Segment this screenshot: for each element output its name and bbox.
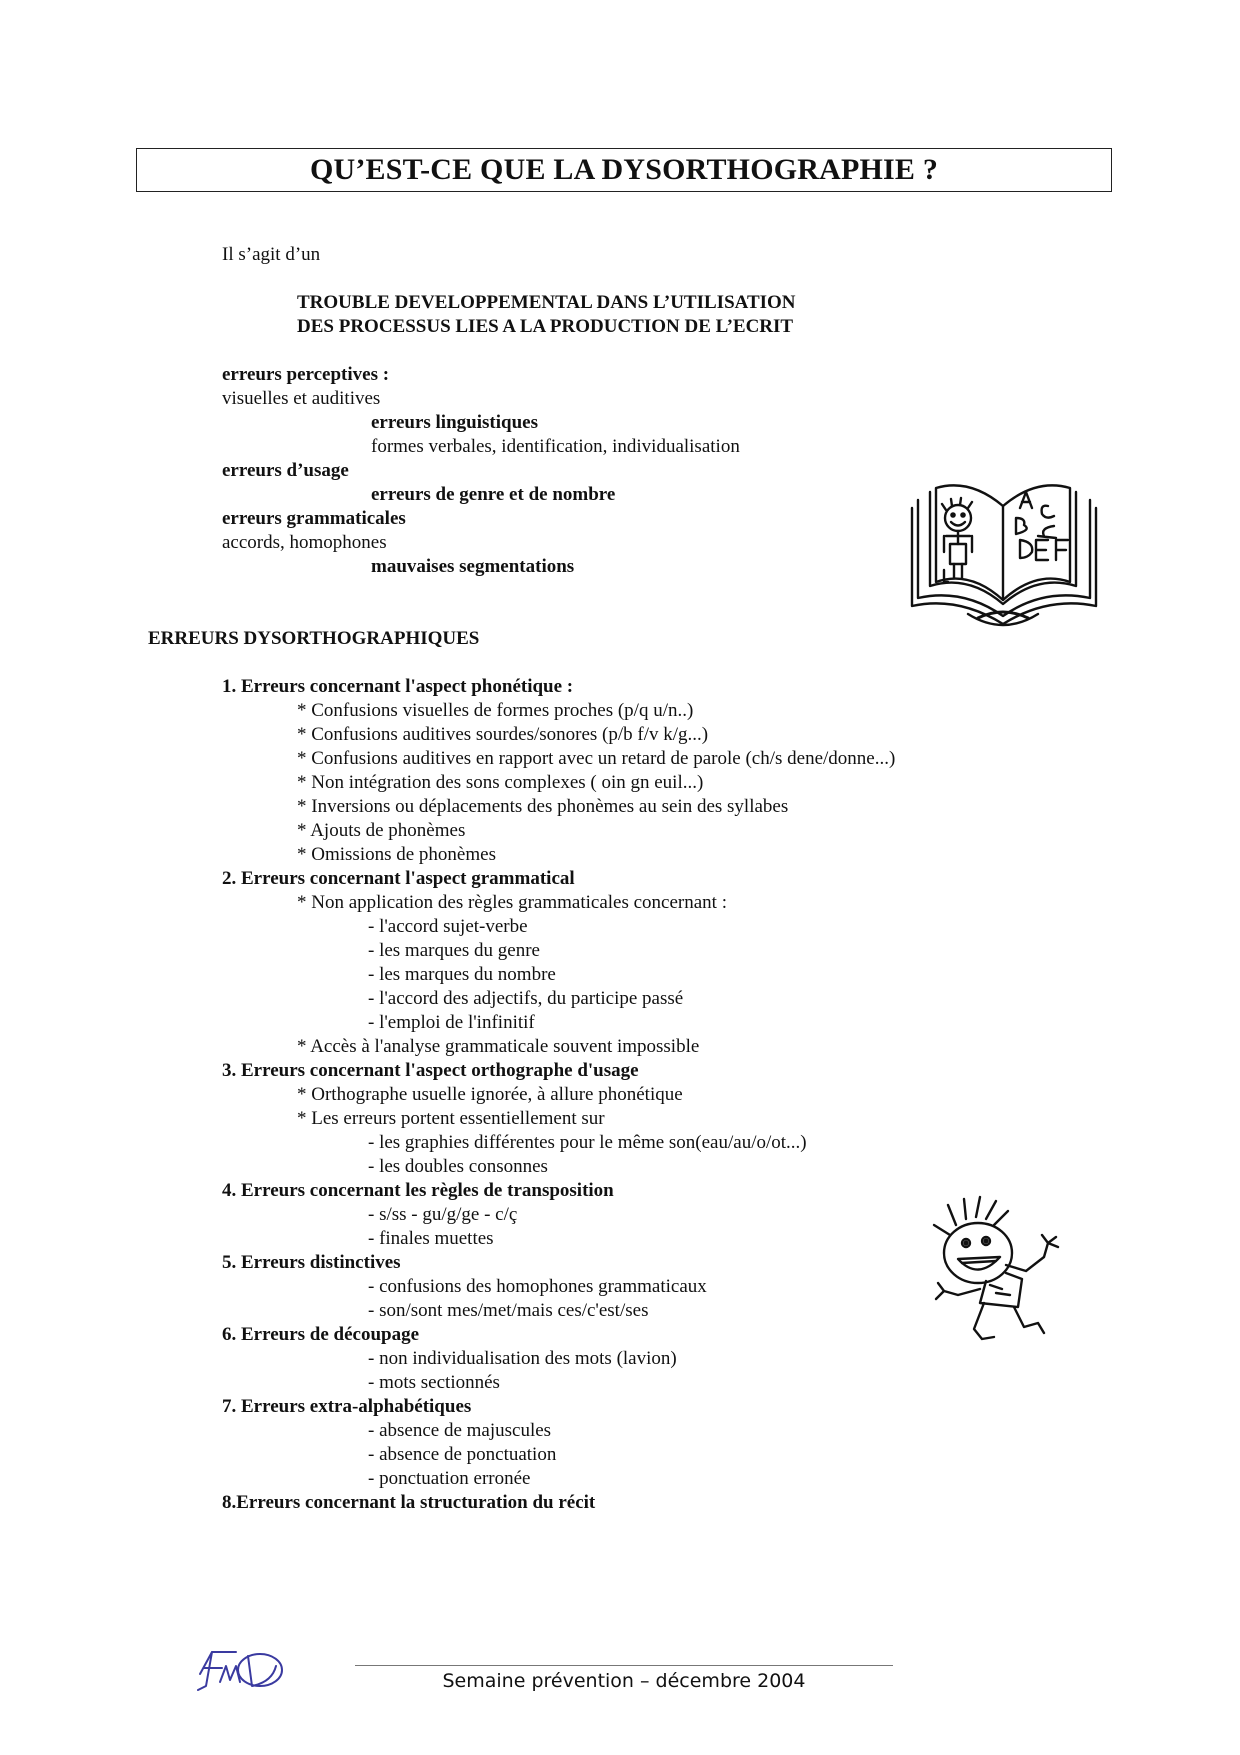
footer-divider	[355, 1665, 893, 1666]
error-subitem: - l'accord sujet-verbe	[368, 916, 528, 937]
error-subitem: - ponctuation erronée	[368, 1468, 531, 1489]
error-subitem: - absence de ponctuation	[368, 1444, 557, 1465]
category-item: formes verbales, identification, individualisation	[371, 436, 740, 457]
error-item: * Les erreurs portent essentiellement sur	[297, 1108, 605, 1129]
title-box	[136, 148, 1112, 192]
error-item: * Confusions auditives en rapport avec un retard de parole (ch/s dene/donne...)	[297, 748, 896, 769]
error-heading: 2. Erreurs concernant l'aspect grammatical	[222, 868, 575, 889]
error-subitem: - absence de majuscules	[368, 1420, 552, 1441]
error-subitem: - l'emploi de l'infinitif	[368, 1012, 535, 1033]
category-item: erreurs perceptives :	[222, 364, 390, 385]
category-item: erreurs de genre et de nombre	[371, 484, 616, 505]
error-heading: 3. Erreurs concernant l'aspect orthographe d'usage	[222, 1060, 639, 1081]
fmd-logo-icon	[192, 1646, 292, 1692]
section-heading: ERREURS DYSORTHOGRAPHIQUES	[148, 628, 480, 649]
error-item: * Confusions visuelles de formes proches (p/q u/n..)	[297, 700, 694, 721]
error-heading: 7. Erreurs extra-alphabétiques	[222, 1396, 472, 1417]
book-illustration	[908, 478, 1101, 633]
error-subitem: - non individualisation des mots (lavion)	[368, 1348, 677, 1369]
error-item: * Orthographe usuelle ignorée, à allure phonétique	[297, 1084, 683, 1105]
error-item: * Ajouts de phonèmes	[297, 820, 466, 841]
error-item: * Confusions auditives sourdes/sonores (p/b f/v k/g...)	[297, 724, 709, 745]
error-heading: 8.Erreurs concernant la structuration du récit	[222, 1492, 596, 1513]
error-subitem: - l'accord des adjectifs, du participe passé	[368, 988, 684, 1009]
error-item: * Omissions de phonèmes	[297, 844, 496, 865]
category-item: erreurs linguistiques	[371, 412, 538, 433]
error-subitem: - les marques du genre	[368, 940, 540, 961]
error-subitem: - finales muettes	[368, 1228, 494, 1249]
definition-line-1: TROUBLE DEVELOPPEMENTAL DANS L’UTILISATION	[297, 292, 796, 313]
category-item: accords, homophones	[222, 532, 387, 553]
error-item: * Non application des règles grammaticales concernant :	[297, 892, 727, 913]
error-subitem: - les marques du nombre	[368, 964, 556, 985]
definition-line-2: DES PROCESSUS LIES A LA PRODUCTION DE L’ECRIT	[297, 316, 794, 337]
error-heading: 4. Erreurs concernant les règles de transposition	[222, 1180, 614, 1201]
kid-illustration	[926, 1195, 1102, 1365]
category-item: mauvaises segmentations	[371, 556, 575, 577]
error-heading: 1. Erreurs concernant l'aspect phonétique :	[222, 676, 574, 697]
book-drawing-icon	[908, 478, 1101, 633]
error-heading: 5. Erreurs distinctives	[222, 1252, 401, 1273]
footer-text: Semaine prévention – décembre 2004	[442, 1670, 806, 1692]
child-drawing-icon	[926, 1195, 1102, 1365]
error-item: * Non intégration des sons complexes ( oin gn euil...)	[297, 772, 704, 793]
fmd-logo	[192, 1646, 292, 1692]
error-item: * Inversions ou déplacements des phonèmes au sein des syllabes	[297, 796, 789, 817]
error-subitem: - mots sectionnés	[368, 1372, 500, 1393]
page-title: QU’EST-CE QUE LA DYSORTHOGRAPHIE ?	[309, 153, 939, 186]
error-subitem: - son/sont mes/met/mais ces/c'est/ses	[368, 1300, 649, 1321]
category-item: erreurs grammaticales	[222, 508, 406, 529]
category-item: visuelles et auditives	[222, 388, 381, 409]
error-subitem: - les doubles consonnes	[368, 1156, 548, 1177]
error-subitem: - confusions des homophones grammaticaux	[368, 1276, 707, 1297]
error-subitem: - s/ss - gu/g/ge - c/ç	[368, 1204, 518, 1225]
error-heading: 6. Erreurs de découpage	[222, 1324, 420, 1345]
intro-text: Il s’agit d’un	[222, 244, 321, 265]
error-subitem: - les graphies différentes pour le même son(eau/au/o/ot...)	[368, 1132, 807, 1153]
error-item: * Accès à l'analyse grammaticale souvent impossible	[297, 1036, 700, 1057]
category-item: erreurs d’usage	[222, 460, 349, 481]
